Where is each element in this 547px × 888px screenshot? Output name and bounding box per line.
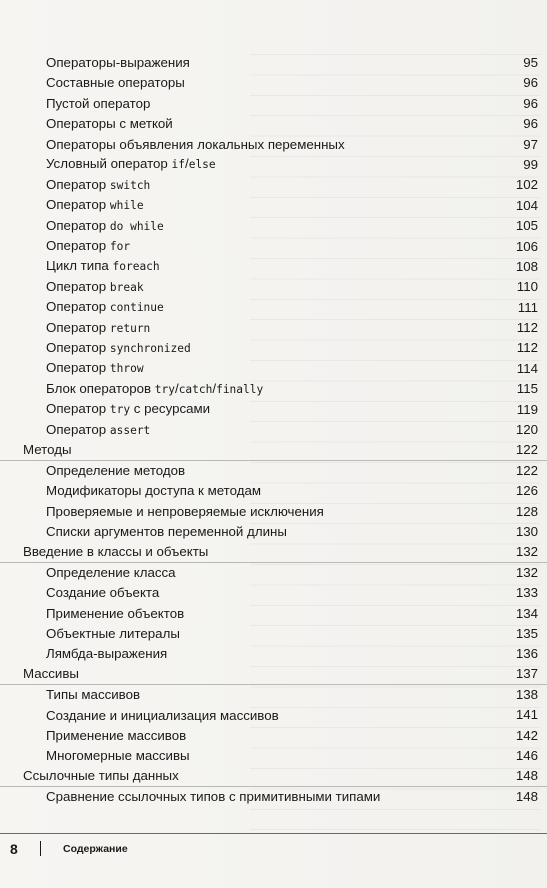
toc-entry-text: Создание и инициализация массивов [46, 707, 279, 723]
toc-entry-title [46, 338, 547, 359]
toc-entry-title [46, 624, 547, 644]
toc-section-entry [0, 237, 547, 257]
toc-section-entry [0, 624, 547, 644]
table-of-contents [0, 53, 547, 807]
toc-entry-text: Оператор [46, 421, 110, 437]
toc-entry-title [23, 766, 547, 786]
toc-entry-page: 128 [515, 503, 538, 519]
toc-entry-text: Условный оператор [46, 156, 172, 172]
toc-section-entry [0, 196, 547, 216]
toc-entry-code-token: continue [109, 301, 164, 315]
toc-entry-page: 132 [515, 564, 538, 580]
toc-entry-code-token: return [109, 321, 151, 335]
toc-entry-text: Типы массивов [46, 687, 141, 703]
toc-entry-title [46, 787, 547, 807]
toc-entry-page: 134 [515, 605, 538, 621]
toc-entry-code-token: finally [216, 382, 264, 396]
toc-entry-page: 96 [523, 95, 538, 111]
toc-section-entry [0, 644, 547, 664]
toc-entry-code-token: break [109, 280, 144, 294]
toc-chapter-entry [0, 440, 547, 460]
toc-entry-title [46, 114, 547, 134]
toc-section-entry [0, 787, 547, 807]
toc-entry-text: Оператор [46, 176, 110, 192]
toc-entry-page: 105 [515, 218, 538, 234]
toc-entry-page: 142 [515, 727, 538, 743]
toc-entry-page: 102 [515, 177, 538, 193]
page-number: 8 [10, 841, 18, 857]
toc-entry-text: Определение класса [46, 564, 176, 580]
toc-entry-title [46, 94, 547, 114]
toc-entry-text: Создание объекта [46, 585, 160, 601]
toc-entry-code-token: assert [109, 423, 151, 437]
toc-entry-title [23, 664, 547, 684]
toc-entry-text: Сравнение ссылочных типов с примитивными типами [46, 789, 381, 805]
toc-entry-page: 110 [516, 279, 538, 295]
toc-entry-page: 112 [516, 320, 538, 336]
toc-entry-text: Оператор [46, 238, 110, 254]
toc-entry-code-token: switch [109, 178, 151, 192]
toc-section-entry [0, 685, 547, 705]
toc-entry-page: 97 [523, 136, 538, 152]
toc-entry-title [46, 379, 547, 400]
footer-rule [0, 833, 547, 834]
toc-section-entry [0, 604, 547, 624]
toc-entry-page: 96 [523, 116, 538, 132]
toc-entry-text: Объектные литералы [46, 625, 180, 641]
toc-entry-page: 99 [523, 156, 538, 172]
toc-entry-code-token: synchronized [109, 341, 191, 355]
toc-entry-page: 96 [523, 75, 538, 91]
toc-entry-code-token: else [188, 158, 216, 172]
toc-entry-title [46, 706, 547, 726]
toc-section-entry [0, 114, 547, 134]
toc-entry-page: 148 [515, 768, 538, 784]
toc-entry-code-token: throw [109, 362, 144, 376]
toc-entry-title [46, 420, 547, 441]
toc-entry-title [46, 481, 547, 501]
footer-separator [40, 841, 41, 856]
toc-entry-title [46, 583, 547, 603]
toc-section-entry [0, 155, 547, 175]
toc-entry-page: 141 [515, 707, 538, 723]
toc-entry-text: Методы [23, 441, 72, 457]
toc-section-entry [0, 257, 547, 277]
toc-entry-text: Операторы с меткой [46, 116, 173, 132]
toc-entry-text: Оператор [46, 197, 110, 213]
toc-section-entry [0, 338, 547, 358]
toc-entry-title [46, 175, 547, 196]
toc-chapter-entry [0, 542, 547, 562]
toc-entry-text: Модификаторы доступа к методам [46, 483, 262, 499]
toc-section-entry [0, 318, 547, 338]
toc-entry-text: Оператор [46, 360, 110, 376]
toc-entry-page: 119 [516, 401, 538, 417]
toc-entry-page: 138 [515, 687, 538, 703]
toc-entry-page: 130 [515, 523, 538, 539]
toc-entry-page: 120 [515, 422, 538, 438]
toc-entry-code-token: for [109, 240, 131, 254]
toc-section-entry [0, 359, 547, 379]
toc-entry-text: Оператор [46, 217, 110, 233]
toc-entry-text: Применение объектов [46, 605, 185, 621]
toc-entry-title [46, 358, 547, 379]
toc-entry-text: Списки аргументов переменной длины [46, 523, 287, 539]
toc-section-entry [0, 563, 547, 583]
toc-entry-text: Операторы-выражения [46, 55, 190, 70]
toc-entry-page: 106 [515, 238, 538, 254]
toc-entry-page: 111 [517, 299, 538, 315]
toc-entry-title [46, 216, 547, 237]
toc-entry-code-token: try [109, 403, 131, 417]
toc-entry-text: Массивы [23, 666, 79, 682]
toc-section-entry [0, 135, 547, 155]
toc-entry-title [46, 522, 547, 542]
toc-entry-title [46, 746, 547, 766]
toc-section-entry [0, 400, 547, 420]
toc-entry-title [46, 256, 547, 277]
toc-entry-text: Пустой оператор [46, 95, 151, 111]
running-head: Содержание [63, 843, 128, 855]
toc-entry-title [46, 685, 547, 705]
toc-entry-title [46, 461, 547, 481]
toc-entry-text: / [174, 380, 179, 396]
toc-entry-title [46, 563, 547, 583]
toc-section-entry [0, 53, 547, 73]
toc-entry-code-token: foreach [112, 260, 160, 274]
toc-entry-title [46, 604, 547, 624]
toc-entry-page: 115 [516, 381, 538, 397]
toc-entry-text: Оператор [46, 339, 110, 355]
toc-entry-text: Операторы объявления локальных переменных [46, 136, 345, 152]
toc-section-entry [0, 94, 547, 114]
toc-entry-title [46, 297, 547, 318]
toc-entry-page: 135 [515, 625, 538, 641]
toc-chapter-entry [0, 767, 547, 787]
toc-entry-text: с ресурсами [130, 401, 211, 417]
toc-entry-code-token: try [154, 382, 175, 396]
toc-entry-page: 126 [515, 483, 538, 499]
toc-entry-page: 112 [516, 340, 538, 356]
toc-section-entry [0, 583, 547, 603]
toc-entry-title [46, 644, 547, 664]
toc-entry-text: Оператор [46, 299, 110, 315]
toc-entry-page: 104 [515, 197, 538, 213]
toc-entry-title [46, 399, 547, 420]
toc-section-entry [0, 379, 547, 399]
toc-section-entry [0, 746, 547, 766]
toc-entry-text: Оператор [46, 278, 110, 294]
toc-section-entry [0, 216, 547, 236]
toc-entry-text: / [212, 380, 217, 396]
toc-entry-code-token: catch [178, 382, 213, 396]
toc-section-entry [0, 522, 547, 542]
toc-entry-code-token: if [171, 158, 185, 172]
toc-entry-page: 146 [515, 748, 538, 764]
toc-entry-title [46, 154, 547, 175]
toc-section-entry [0, 706, 547, 726]
toc-section-entry [0, 420, 547, 440]
toc-chapter-entry [0, 665, 547, 685]
toc-entry-page: 148 [515, 789, 538, 805]
toc-entry-page: 114 [516, 360, 538, 376]
toc-entry-title [46, 195, 547, 216]
toc-entry-text: Оператор [46, 319, 110, 335]
toc-entry-title [46, 236, 547, 257]
toc-entry-page: 122 [515, 441, 538, 457]
toc-section-entry [0, 73, 547, 93]
toc-section-entry [0, 461, 547, 481]
toc-entry-title [23, 440, 547, 460]
toc-entry-text: Лямбда-выражения [46, 646, 168, 662]
toc-entry-text: Проверяемые и непроверяемые исключения [46, 503, 324, 519]
toc-entry-text: Составные операторы [46, 75, 185, 91]
toc-entry-title [46, 277, 547, 298]
toc-section-entry [0, 277, 547, 297]
toc-entry-text: Введение в классы и объекты [23, 543, 209, 559]
toc-entry-code-token: while [109, 199, 144, 213]
toc-entry-text: / [185, 156, 189, 172]
toc-entry-text: Ссылочные типы данных [23, 768, 179, 784]
toc-entry-text: Блок операторов [46, 380, 155, 396]
toc-entry-page: 137 [515, 666, 538, 682]
toc-entry-text: Цикл типа [46, 258, 113, 274]
page-footer [0, 833, 547, 863]
toc-entry-title [46, 502, 547, 522]
toc-entry-text: Многомерные массивы [46, 748, 190, 764]
toc-entry-text: Определение методов [46, 462, 186, 478]
toc-entry-title [46, 53, 547, 73]
toc-section-entry [0, 481, 547, 501]
toc-entry-title [23, 542, 547, 562]
toc-entry-page: 132 [515, 543, 538, 559]
toc-entry-page: 108 [515, 258, 538, 274]
toc-entry-page: 136 [515, 646, 538, 662]
toc-entry-page: 122 [515, 462, 538, 478]
toc-entry-page: 133 [515, 585, 538, 601]
toc-section-entry [0, 298, 547, 318]
toc-section-entry [0, 726, 547, 746]
toc-entry-title [46, 135, 547, 155]
toc-entry-title [46, 73, 547, 93]
toc-entry-code-token: do while [109, 219, 164, 233]
toc-entry-text: Оператор [46, 401, 110, 417]
toc-entry-title [46, 726, 547, 746]
toc-section-entry [0, 175, 547, 195]
toc-entry-text: Применение массивов [46, 727, 187, 743]
toc-entry-title [46, 318, 547, 339]
toc-entry-page: 95 [523, 54, 538, 70]
toc-section-entry [0, 502, 547, 522]
